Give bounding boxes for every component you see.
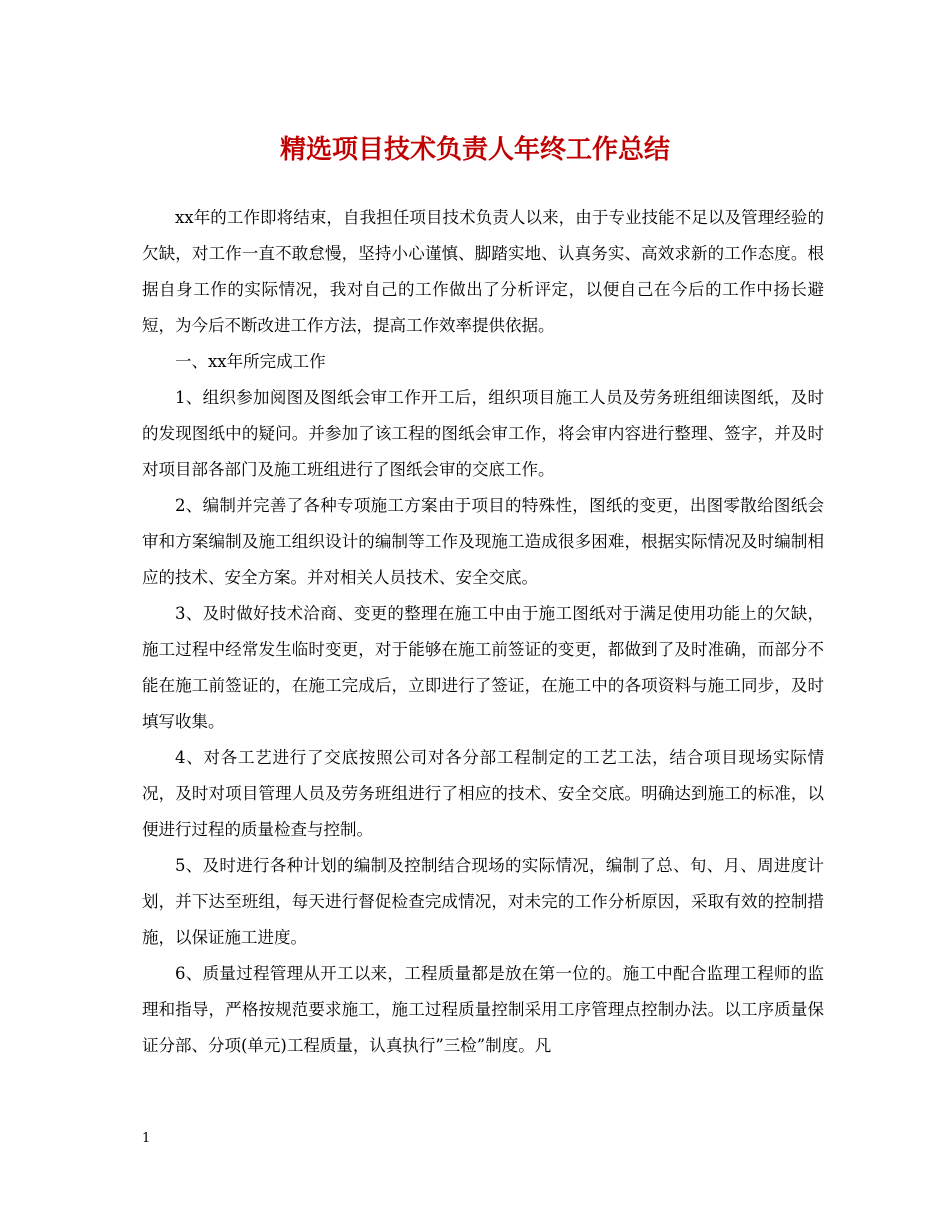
item-paragraph-3: 3、及时做好技术洽商、变更的整理在施工中由于施工图纸对于满足使用功能上的欠缺，施工过程中经常发生临时变更，对于能够在施工前签证的变更，都做到了及时准确，而部分不能在施工前签证的，在施工完成后，立即进行了签证，在施工中的各项资料与施工同步，及时填写收集。 bbox=[142, 604, 824, 731]
item-paragraph-6: 6、质量过程管理从开工以来，工程质量都是放在第一位的。施工中配合监理工程师的监理和指导，严格按规范要求施工，施工过程质量控制采用工序管理点控制办法。以工序质量保证分部、分项(单元)工程质量，认真执行”三检”制度。凡 bbox=[142, 964, 824, 1055]
item-paragraph-1: 1、组织参加阅图及图纸会审工作开工后，组织项目施工人员及劳务班组细读图纸，及时的发现图纸中的疑问。并参加了该工程的图纸会审工作，将会审内容进行整理、签字，并及时对项目部各部门及施工班组进行了图纸会审的交底工作。 bbox=[142, 388, 824, 479]
intro-paragraph: xx年的工作即将结束，自我担任项目技术负责人以来，由于专业技能不足以及管理经验的欠缺，对工作一直不敢怠慢，坚持小心谨慎、脚踏实地、认真务实、高效求新的工作态度。根据自身工作的实际情况，我对自己的工作做出了分析评定，以便自己在今后的工作中扬长避短，为今后不断改进工作方法，提高工作效率提供依据。 bbox=[142, 208, 824, 335]
item-paragraph-5: 5、及时进行各种计划的编制及控制结合现场的实际情况，编制了总、旬、月、周进度计划，并下达至班组，每天进行督促检查完成情况，对未完的工作分析原因，采取有效的控制措施，以保证施工进度。 bbox=[142, 856, 824, 947]
section-heading: 一、xx年所完成工作 bbox=[175, 352, 326, 371]
page-number: 1 bbox=[142, 1131, 151, 1146]
item-paragraph-2: 2、编制并完善了各种专项施工方案由于项目的特殊性，图纸的变更，出图零散给图纸会审和方案编制及施工组织设计的编制等工作及现施工造成很多困难，根据实际情况及时编制相应的技术、安全方案。并对相关人员技术、安全交底。 bbox=[142, 496, 824, 587]
document-title: 精选项目技术负责人年终工作总结 bbox=[279, 135, 670, 165]
document-body bbox=[142, 200, 824, 1064]
item-paragraph-4: 4、对各工艺进行了交底按照公司对各分部工程制定的工艺工法，结合项目现场实际情况，及时对项目管理人员及劳务班组进行了相应的技术、安全交底。明确达到施工的标准，以便进行过程的质量检查与控制。 bbox=[142, 748, 824, 839]
